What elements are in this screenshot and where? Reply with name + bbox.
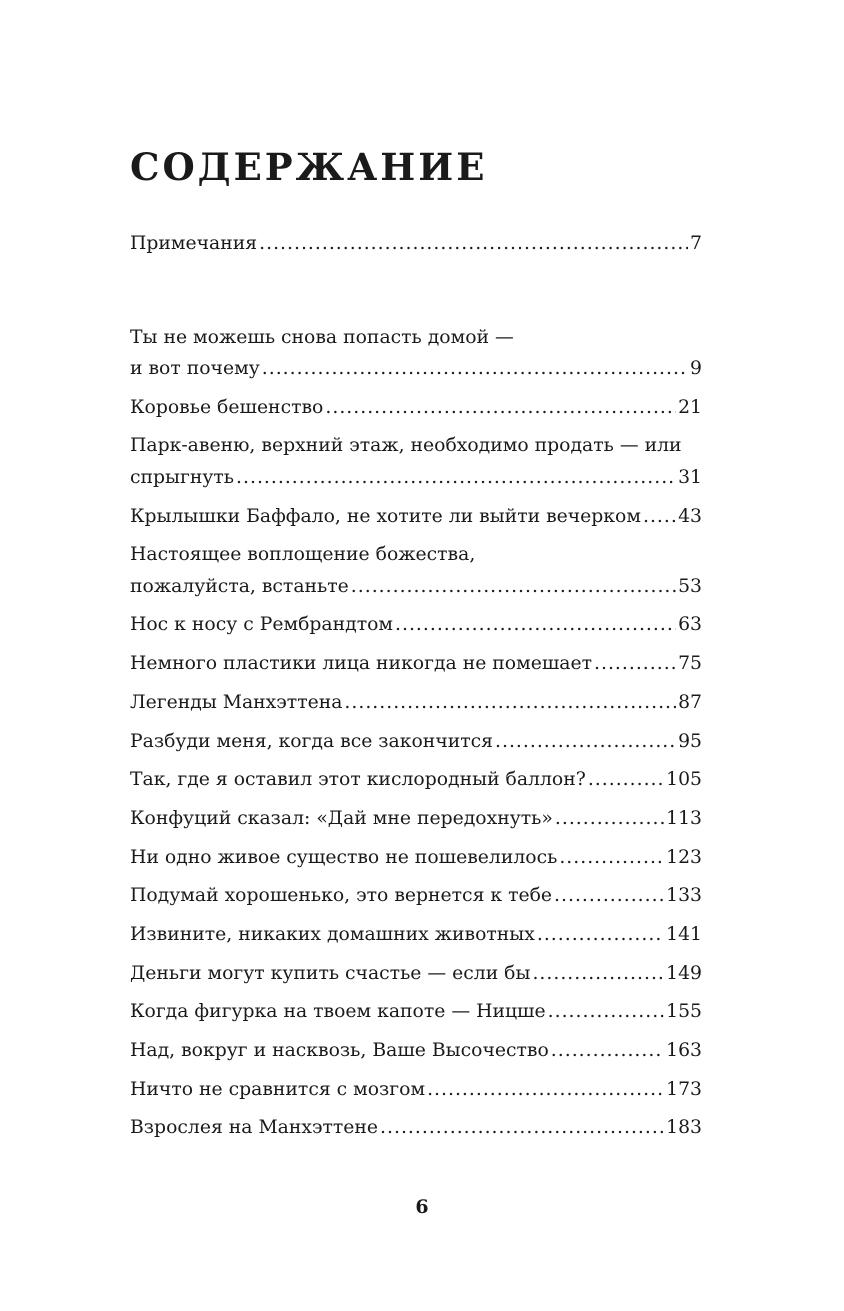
toc-entry-title-line: Ты не можешь снова попасть домой — — [130, 326, 514, 348]
toc-entry-line — [130, 1074, 702, 1106]
toc-entry-line — [130, 648, 702, 680]
toc-entry-line — [130, 501, 702, 533]
toc-entry — [130, 1074, 702, 1106]
toc-entry — [130, 539, 702, 602]
toc-entry — [130, 1112, 702, 1144]
toc-entry-title: и вот почему — [130, 358, 260, 379]
toc-entry-page: 75 — [678, 653, 702, 675]
dot-leader — [427, 1074, 664, 1106]
toc-entry-line — [130, 842, 702, 874]
toc-entry — [130, 764, 702, 796]
toc-entry-line — [130, 880, 702, 912]
toc-entry-line — [130, 919, 702, 951]
toc-entry-page: 87 — [678, 691, 702, 713]
dot-leader — [588, 764, 664, 796]
toc-entry-title: Конфуций сказал: «Дай мне передохнуть» — [130, 807, 553, 829]
toc-entry-page: 133 — [666, 885, 702, 907]
toc-entry-title: пожалуйста, встаньте — [130, 575, 349, 597]
toc-entry-title: Когда фигурка на твоем капоте — Ницше — [130, 1001, 546, 1023]
toc-entry-page: 141 — [666, 923, 702, 945]
dot-leader — [532, 958, 664, 990]
dot-leader — [380, 1112, 664, 1144]
toc-entry — [130, 228, 702, 260]
page-title: СОДЕРЖАНИЕ — [130, 145, 488, 189]
toc-entry-line — [130, 609, 702, 641]
toc-entry-title: Подумай хорошенько, это вернется к тебе — [130, 885, 553, 907]
toc-entry — [130, 648, 702, 680]
toc-entry-title-line: Парк-авеню, верхний этаж, необходимо продать — или — [130, 435, 682, 457]
toc-entry-title: Ни одно живое существо не пошевелилось — [130, 846, 558, 868]
toc-entry-line — [130, 1035, 702, 1067]
toc-entry-line — [130, 228, 702, 260]
dot-leader — [643, 501, 676, 533]
dot-leader — [262, 353, 688, 385]
toc-entry-line — [130, 803, 702, 835]
toc-entry-title: Так, где я оставил этот кислородный баллон? — [130, 769, 586, 791]
toc-entry-page: 7 — [690, 233, 702, 254]
toc-entry — [130, 803, 702, 835]
toc-entry-title: Разбуди меня, когда все закончится — [130, 730, 494, 752]
toc-entry-page: 31 — [678, 466, 702, 488]
dot-leader — [259, 228, 688, 260]
toc-entry-page: 95 — [678, 730, 702, 752]
toc-entry-title: Взрослея на Манхэттене — [130, 1117, 379, 1139]
toc-entry-title: Коровье бешенство — [130, 396, 324, 418]
toc-entry-page: 173 — [666, 1078, 702, 1100]
toc-entry — [130, 322, 702, 385]
toc-entry-line — [130, 958, 702, 990]
toc-entry-page: 63 — [678, 614, 702, 636]
toc-entry-title: Извините, никаких домашних животных — [130, 923, 535, 945]
toc-entry-page: 149 — [666, 962, 702, 984]
toc-entry-title: Ничто не сравнится с мозгом — [130, 1078, 426, 1100]
dot-leader — [395, 609, 676, 641]
toc-entry-title-line: Настоящее воплощение божества, — [130, 544, 476, 566]
toc-entry — [130, 726, 702, 758]
toc-entry — [130, 430, 702, 493]
toc-entry-title: Нос к носу с Рембрандтом — [130, 614, 394, 636]
toc-entry-page: 113 — [666, 807, 702, 829]
dot-leader — [344, 687, 676, 719]
toc-entry-line — [130, 687, 702, 719]
table-of-contents — [130, 228, 702, 1151]
toc-entry-line — [130, 764, 702, 796]
toc-entry — [130, 919, 702, 951]
toc-entry-page: 105 — [666, 769, 702, 791]
dot-leader — [551, 1035, 664, 1067]
toc-entry-line — [130, 571, 702, 603]
toc-entry — [130, 501, 702, 533]
toc-entry — [130, 880, 702, 912]
toc-entry-line — [130, 726, 702, 758]
toc-entry-line — [130, 462, 702, 494]
toc-entry-page: 43 — [678, 505, 702, 527]
toc-entry — [130, 392, 702, 424]
dot-leader — [554, 880, 664, 912]
toc-entry-page: 9 — [690, 358, 702, 379]
dot-leader — [555, 803, 664, 835]
dot-leader — [495, 726, 676, 758]
toc-entry-line — [130, 1112, 702, 1144]
toc-entry-page: 183 — [666, 1117, 702, 1139]
page-number: 6 — [415, 1196, 429, 1218]
dot-leader — [548, 996, 665, 1028]
toc-entry-title: спрыгнуть — [130, 466, 235, 488]
toc-entry-page: 21 — [678, 396, 702, 418]
dot-leader — [594, 648, 676, 680]
toc-entry — [130, 996, 702, 1028]
toc-entry — [130, 1035, 702, 1067]
toc-entry — [130, 842, 702, 874]
toc-entry-line — [130, 996, 702, 1028]
toc-entry-title: Легенды Манхэттена — [130, 691, 343, 713]
toc-entry-title: Деньги могут купить счастье — если бы — [130, 962, 531, 984]
toc-entry-title: Крылышки Баффало, не хотите ли выйти вечерком — [130, 505, 641, 527]
dot-leader — [236, 462, 676, 494]
toc-entry-line — [130, 392, 702, 424]
toc-entry-title: Примечания — [130, 233, 258, 254]
toc-entry — [130, 687, 702, 719]
toc-entry — [130, 609, 702, 641]
toc-entry-title: Немного пластики лица никогда не помешает — [130, 653, 593, 675]
toc-entry-page: 155 — [666, 1001, 702, 1023]
dot-leader — [351, 571, 676, 603]
toc-entry-page: 123 — [666, 846, 702, 868]
dot-leader — [537, 919, 664, 951]
dot-leader — [559, 842, 664, 874]
toc-entry-line — [130, 353, 702, 385]
toc-entry-page: 163 — [666, 1040, 702, 1061]
toc-entry — [130, 958, 702, 990]
toc-entry-title: Над, вокруг и насквозь, Ваше Высочество — [130, 1040, 549, 1061]
toc-entry-page: 53 — [678, 575, 702, 597]
dot-leader — [325, 392, 676, 424]
